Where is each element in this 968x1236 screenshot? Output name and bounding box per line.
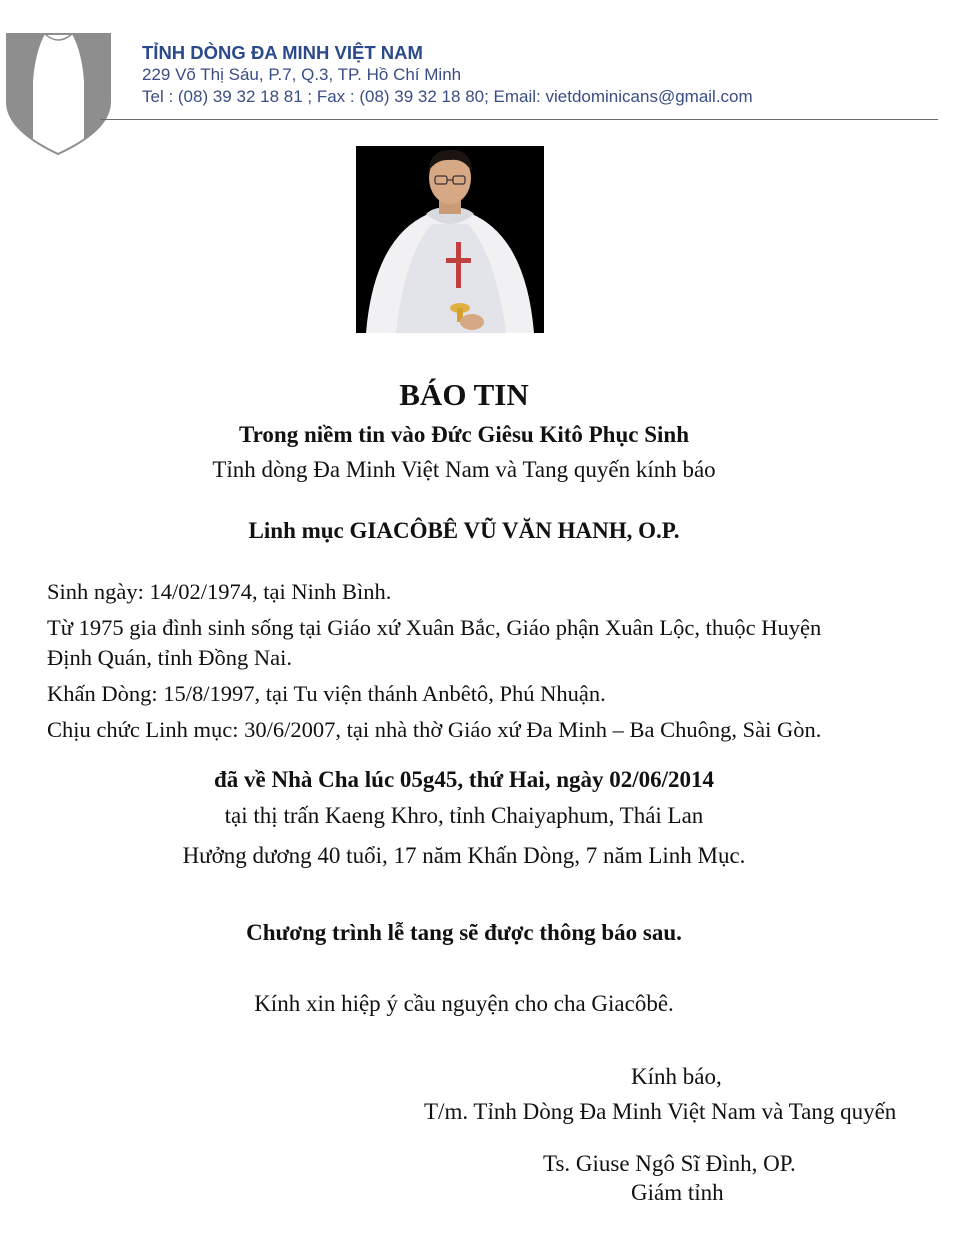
funeral-program-note: Chương trình lễ tang sẽ được thông báo sau. [246,920,682,945]
bio-born: Sinh ngày: 14/02/1974, tại Ninh Bình. [47,579,392,604]
priest-portrait [356,146,544,333]
death-age: Hưởng dương 40 tuổi, 17 năm Khấn Dòng, 7 năm Linh Mục. [182,843,746,868]
deceased-name: Linh mục GIACÔBÊ VŨ VĂN HANH, O.P. [248,518,680,543]
signature-signer: Ts. Giuse Ngô Sĩ Đình, OP. [543,1151,796,1176]
org-contact: Tel : (08) 39 32 18 81 ; Fax : (08) 39 32 18 80; Email: vietdominicans@gmail.com [142,87,753,106]
signature-role: Giám tỉnh [631,1180,724,1205]
prayer-request: Kính xin hiệp ý cầu nguyện cho cha Giacôbê. [254,991,674,1016]
dominican-shield-logo [5,32,112,156]
signature-closing: Kính báo, [631,1064,722,1089]
bio-ordination: Chịu chức Linh mục: 30/6/2007, tại nhà thờ Giáo xứ Đa Minh – Ba Chuông, Sài Gòn. [47,717,822,742]
bio-vows: Khấn Dòng: 15/8/1997, tại Tu viện thánh Anbêtô, Phú Nhuận. [47,681,606,706]
portrait-illustration [356,146,544,333]
death-time: đã về Nhà Cha lúc 05g45, thứ Hai, ngày 02/06/2014 [213,767,715,792]
header-divider [100,119,938,120]
bio-family-line-2: Định Quán, tỉnh Đồng Nai. [47,645,292,670]
bio-family-line-1: Từ 1975 gia đình sinh sống tại Giáo xứ Xuân Bắc, Giáo phận Xuân Lộc, thuộc Huyện [47,615,822,640]
notice-announcer: Tỉnh dòng Đa Minh Việt Nam và Tang quyến kính báo [212,457,716,482]
death-place: tại thị trấn Kaeng Khro, tỉnh Chaiyaphum, Thái Lan [224,803,704,828]
org-address: 229 Võ Thị Sáu, P.7, Q.3, TP. Hồ Chí Minh [142,65,462,84]
signature-on-behalf: T/m. Tỉnh Dòng Đa Minh Việt Nam và Tang quyến [424,1099,897,1124]
notice-subtitle: Trong niềm tin vào Đức Giêsu Kitô Phục Sinh [238,422,689,447]
letterhead [142,42,753,108]
org-name: TỈNH DÒNG ĐA MINH VIỆT NAM [142,42,423,63]
notice-title: BÁO TIN [399,377,529,412]
